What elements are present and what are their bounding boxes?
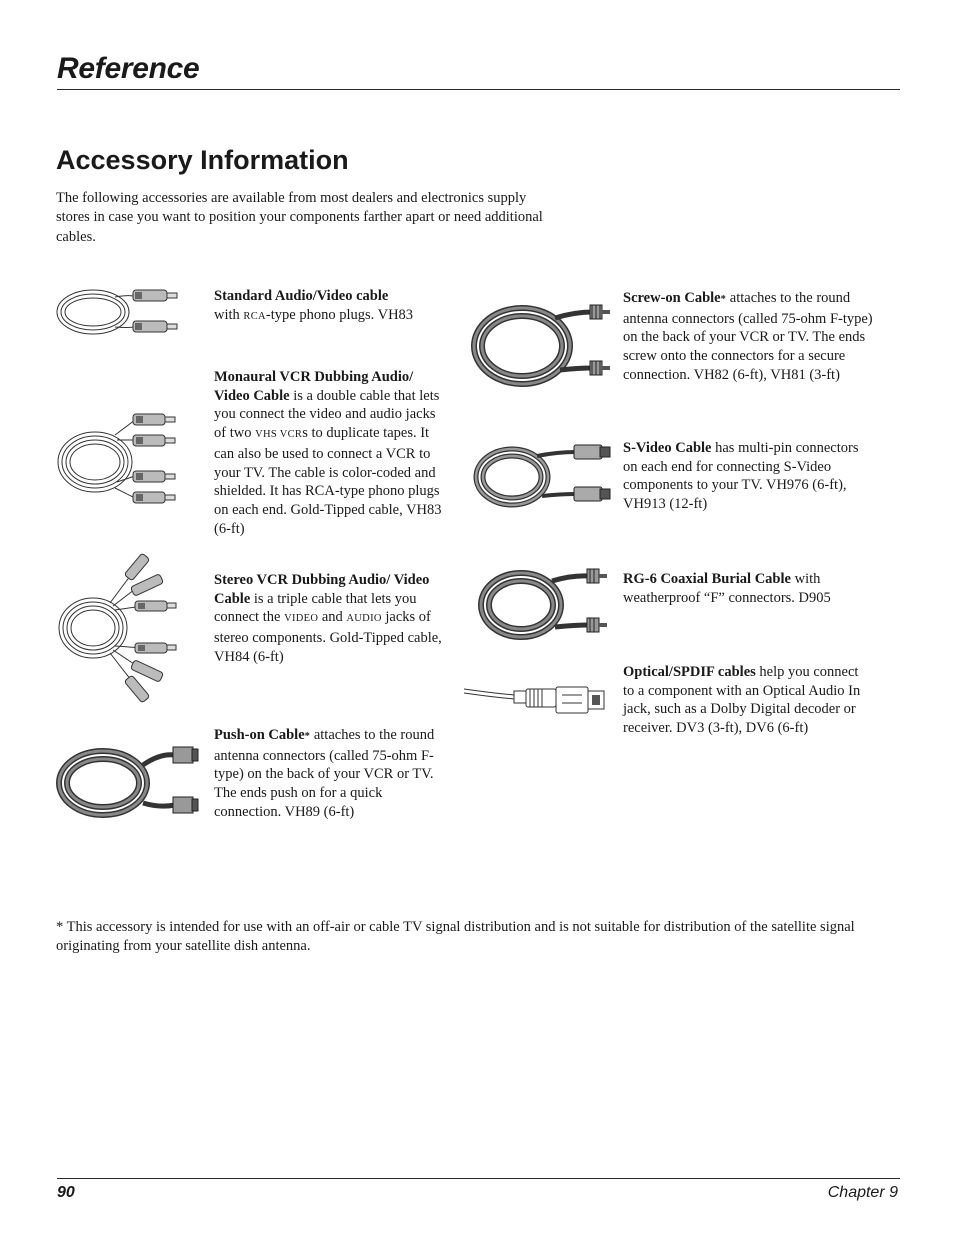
section-header: Reference [57, 52, 200, 85]
coaxial-burial-cable-icon [477, 567, 612, 642]
footer-rule [57, 1178, 900, 1179]
accessory-name: Screw-on Cable [623, 290, 721, 306]
screw-on-cable-icon [470, 298, 615, 393]
dual-av-cable-icon [55, 410, 180, 510]
optical-cable-icon [462, 683, 612, 723]
page-number: 90 [57, 1184, 75, 1201]
accessory-screw-on: Screw-on Cable* attaches to the round antenna connectors (called 75-ohm F-type) on the back of your VCR or TV. The ends screw onto the connectors for a secure connection. VH82 (6-ft), VH81 (3-ft) [623, 290, 873, 383]
footnote: * This accessory is intended for use with an off-air or cable TV signal distribution and is not suitable for distribution of the satellite signal originating from your satellite dish antenna. [56, 919, 855, 954]
accessory-rg6-coaxial: RG-6 Coaxial Burial Cable with weatherproof “F” connectors. D905 [623, 571, 831, 606]
chapter-label: Chapter 9 [827, 1184, 898, 1201]
push-on-cable-icon [55, 743, 205, 823]
accessory-name: Push-on Cable [214, 727, 305, 743]
accessory-name: Optical/SPDIF cables [623, 664, 756, 680]
accessory-stereo-dubbing: Stereo VCR Dubbing Audio/ Video Cable is a triple cable that lets you connect the VIDEO and AUDIO jacks of stereo components. Gold-Tipped cable, VH84 (6-ft) [214, 572, 442, 665]
intro-paragraph: The following accessories are available from most dealers and electronics supply stores in case you want to position your components farther apart or need additional cables. [56, 190, 543, 245]
av-cable-icon [55, 283, 180, 343]
accessory-s-video: S-Video Cable has multi-pin connectors on each end for connecting S-Video components to your TV. VH976 (6-ft), VH913 (12-ft) [623, 440, 859, 513]
accessory-name: Monaural VCR Dubbing Audio/ Video Cable [214, 369, 414, 404]
accessory-name: S-Video Cable [623, 440, 712, 456]
accessory-name: RG-6 Coaxial Burial Cable [623, 571, 791, 587]
accessory-optical: Optical/SPDIF cables help you connect to a component with an Optical Audio In jack, such as a Dolby Digital decoder or receiver. DV3 (3-ft), DV6 (6-ft) [623, 664, 861, 737]
triple-av-cable-icon [55, 548, 180, 708]
accessory-standard-av: Standard Audio/Video cable with RCA-type phono plugs. VH83 [214, 288, 414, 323]
header-rule [57, 89, 900, 90]
accessory-monaural-dubbing: Monaural VCR Dubbing Audio/ Video Cable is a double cable that lets you connect the video and audio jacks of two VHS VCRs to duplicate tapes. It can also be used to connect a VCR to your TV. The cable is color-coded and shielded. It has RCA-type phono plugs on each end. Gold-Tipped cable, VH83 (6-ft) [214, 369, 442, 537]
page-title: Accessory Information [56, 145, 349, 175]
accessory-name: Standard Audio/Video cable [214, 288, 389, 304]
accessory-name: Stereo VCR Dubbing Audio/ Video Cable [214, 572, 430, 607]
s-video-cable-icon [472, 442, 617, 512]
accessory-push-on: Push-on Cable* attaches to the round antenna connectors (called 75-ohm F-type) on the back of your VCR or TV. The ends push on for a quick connection. VH89 (6-ft) [214, 727, 435, 820]
